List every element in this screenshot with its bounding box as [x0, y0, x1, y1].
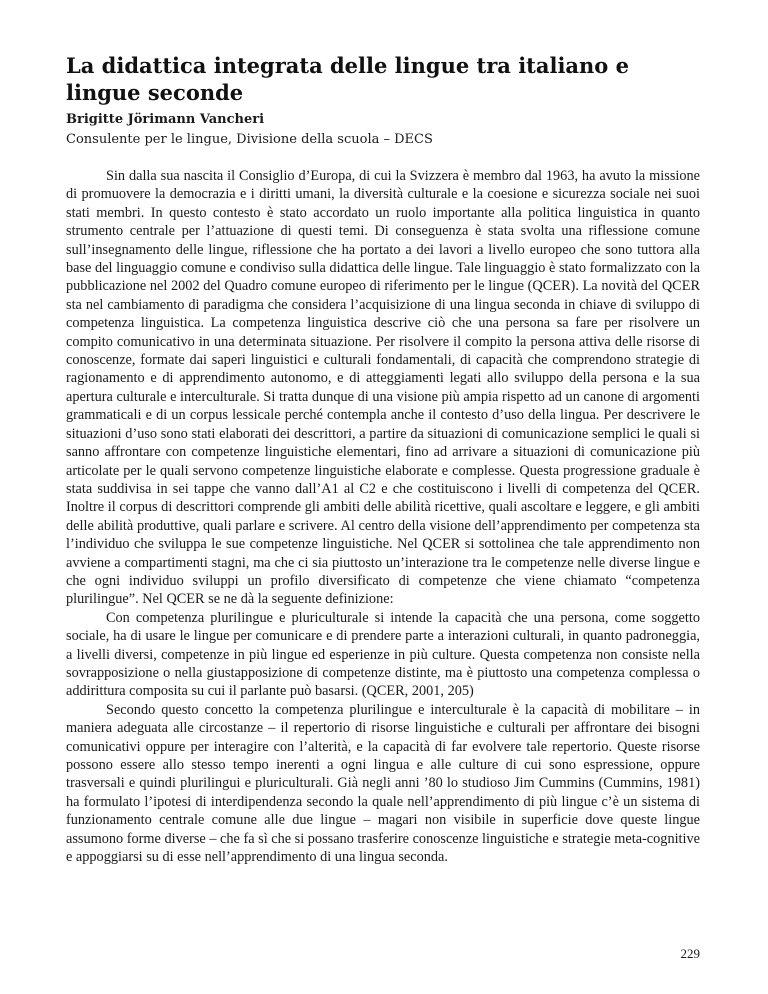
body-paragraph: Secondo questo concetto la competenza plurilingue e interculturale è la capacità di mobilitare – in maniera adeguata alle circostanze – il repertorio di risorse linguistiche e culturali per affrontare dei bisogni comunicativi oppure per interagire con l’alterità, e la capacità di far evolvere tale repertorio. Queste risorse possono essere allo stesso tempo inerenti a ogni lingua e alle culture di cui sono espressione, oppure trasversali e quindi plurilingui e pluriculturali. Già negli anni ’80 lo studioso Jim Cummins (Cummins, 1981) ha formulato l’ipotesi di interdipendenza secondo la quale nell’apprendimento di più lingue c’è un sistema di funzionamento centrale comune alle due lingue – magari non visibile in superficie dove queste lingue assumono forme diverse – che fa sì che si possano trasferire conoscenze linguistiche e strategie meta-cognitive e appoggiarsi su di esse nell’apprendimento di una lingua seconda. — [66, 701, 700, 866]
definition-quote: Con competenza plurilingue e pluriculturale si intende la capacità che una persona, come soggetto sociale, ha di usare le lingue per comunicare e di prendere parte a interazioni culturali, in quanto padroneggia, a livelli diversi, competenze in più lingue ed esperienze in più culture. Questa competenza non consiste nella sovrapposizione o nella giustapposizione di competenze distinte, ma è piuttosto una competenza complessa o addirittura composita su cui il parlante può basarsi. (QCER, 2001, 205) — [66, 609, 700, 700]
article-body — [66, 167, 700, 866]
body-paragraph: Sin dalla sua nascita il Consiglio d’Europa, di cui la Svizzera è membro dal 1963, ha avuto la missione di promuovere la democrazia e i diritti umani, la diversità culturale e la coesione e sicurezza sociale nei suoi stati membri. In questo contesto è stato accordato un ruolo importante alla politica linguistica in quanto strumento centrale per l’attuazione di questi temi. Di conseguenza è stata svolta una riflessione comune sull’insegnamento delle lingue, riflessione che ha portato a dei lavori a livello europeo che sono tuttora alla base del linguaggio comune e condiviso sulla didattica delle lingue. Tale linguaggio è stato formalizzato con la pubblicazione nel 2002 del Quadro comune europeo di riferimento per le lingue (QCER). La novità del QCER sta nel cambiamento di paradigma che considera l’acquisizione di una lingua seconda in chiave di sviluppo di competenza linguistica. La competenza linguistica descrive ciò che una persona sa fare per risolvere un compito comunicativo in una determinata situazione. Per risolvere il compito la persona attiva delle risorse di conoscenze, formate dai saperi linguistici e culturali fondamentali, di capacità che comprendono strategie di ragionamento e di apprendimento autonomo, e di atteggiamenti legati allo sviluppo della persona e la sua apertura culturale e interculturale. Si tratta dunque di una visione più ampia rispetto ad un canone di argomenti grammaticali e di un corpus lessicale perché contempla anche il contesto d’uso della lingua. Per descrivere le situazioni d’uso sono stati elaborati dei descrittori, a partire da situazioni di comunicazione semplici le quali si sanno affrontare con competenze linguistiche elementari, fino ad arrivare a situazioni di comunicazione più articolate per le quali servono competenze linguistiche elaborate e complesse. Questa progressione graduale è stata suddivisa in sei tappe che vanno dall’A1 al C2 e che costituiscono i livelli di competenza del QCER. Inoltre il corpus di descrittori comprende gli ambiti delle abilità ricettive, quali ascoltare e leggere, e gli ambiti delle abilità produttive, quali parlare e scrivere. Al centro della visione dell’apprendimento per competenza sta l’individuo che sviluppa le sue competenze linguistiche. Nel QCER si sottolinea che tale apprendimento non avviene a compartimenti stagni, ma che ci sia piuttosto un’interazione tra le competenze nelle diverse lingue e che ogni individuo sviluppi un profilo diversificato di competenze che viene chiamato “competenza plurilingue”. Nel QCER se ne dà la seguente definizione: — [66, 168, 700, 608]
author-name: Brigitte Jörimann Vancheri — [66, 112, 265, 127]
author-affiliation: Consulente per le lingue, Divisione della scuola – DECS — [66, 132, 433, 147]
article-title: La didattica integrata delle lingue tra italiano e lingue seconde — [66, 53, 629, 105]
page-number: 229 — [680, 946, 700, 961]
